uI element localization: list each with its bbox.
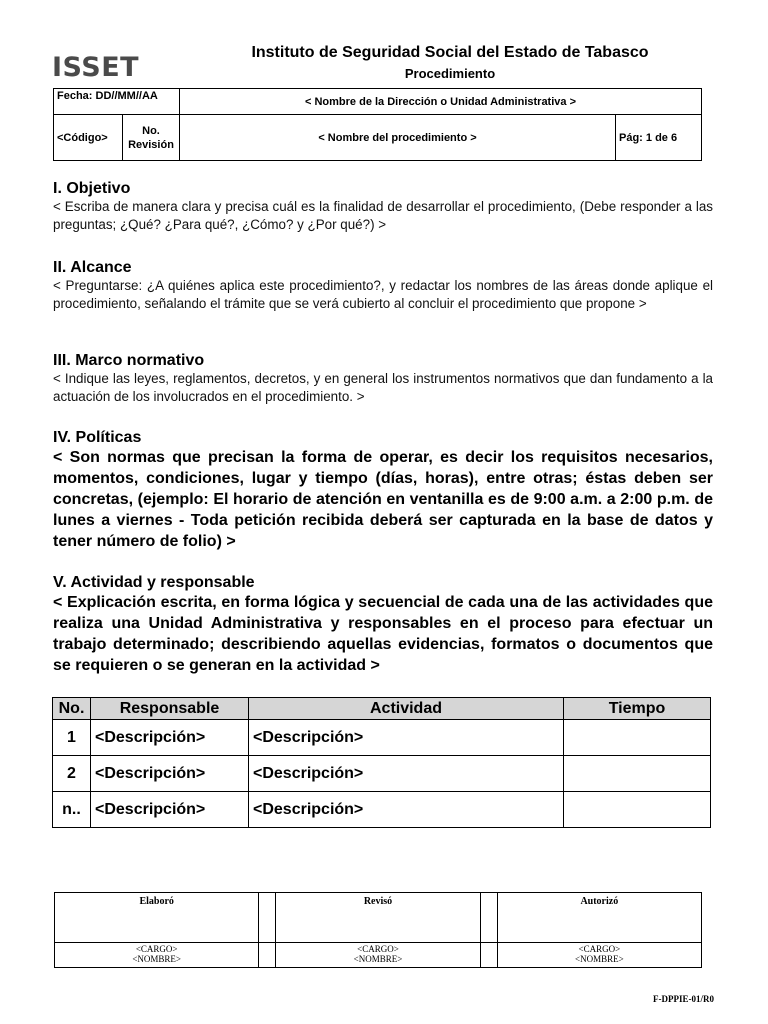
signature-reviso-label: Revisó: [276, 893, 480, 943]
fecha-cell: Fecha: DD//MM//AA: [54, 89, 180, 115]
row-tiempo: [564, 756, 711, 792]
section-body: < Preguntarse: ¿A quiénes aplica este procedimiento?, y redactar los nombres de las áreas donde aplique el procedimiento, señalando el trámite que se verá cubierto al concluir el procedimiento que propone >: [53, 278, 713, 311]
codigo-cell: <Código>: [54, 115, 123, 161]
section-objetivo: [53, 179, 713, 233]
signature-spacer: [480, 943, 497, 968]
signature-cargo: <CARGO>: [357, 944, 399, 954]
signature-nombre: <NOMBRE>: [132, 954, 181, 964]
section-body: < Son normas que precisan la forma de operar, es decir los requisitos necesarios, momentos, condiciones, lugar y tiempo (días, horas), entre otras; éstas deben ser concretas, (ejemplo: El horario de atención en ventanilla es de 9:00 a.m. a 2:00 p.m. de lunes a viernes - Toda petición recibida deberá ser capturada en la base de datos y tener número de folio) >: [53, 449, 713, 550]
row-no: 2: [53, 756, 91, 792]
row-actividad: <Descripción>: [249, 756, 564, 792]
signature-autorizo-info: [497, 943, 701, 968]
signature-spacer: [259, 943, 276, 968]
direccion-cell: < Nombre de la Dirección o Unidad Administrativa >: [180, 89, 702, 115]
row-actividad: <Descripción>: [249, 720, 564, 756]
row-responsable: <Descripción>: [91, 756, 249, 792]
document-subtitle: Procedimiento: [404, 66, 496, 81]
document-title: Instituto de Seguridad Social del Estado de Tabasco: [251, 44, 649, 61]
header-responsable: Responsable: [91, 698, 249, 720]
signature-nombre: <NOMBRE>: [575, 954, 624, 964]
header-actividad: Actividad: [249, 698, 564, 720]
footer-form-code: F-DPPIE-01/R0: [653, 994, 714, 1004]
section-marco-normativo: [53, 351, 713, 405]
table-row: [53, 756, 711, 792]
signature-cargo: <CARGO>: [578, 944, 621, 954]
section-title: V. Actividad y responsable: [53, 574, 255, 591]
row-tiempo: [564, 720, 711, 756]
isset-logo: ISSET: [52, 52, 140, 83]
signatures-table: [54, 892, 702, 968]
procedimiento-cell: < Nombre del procedimiento >: [180, 115, 616, 161]
pagina-cell: Pág: 1 de 6: [616, 115, 702, 161]
row-responsable: <Descripción>: [91, 720, 249, 756]
signature-elaboro-info: [55, 943, 259, 968]
row-actividad: <Descripción>: [249, 792, 564, 828]
signature-spacer: [259, 893, 276, 943]
section-title: IV. Políticas: [53, 429, 142, 446]
row-tiempo: [564, 792, 711, 828]
section-title: III. Marco normativo: [53, 352, 205, 369]
section-title: II. Alcance: [53, 259, 132, 276]
section-politicas: [53, 428, 713, 552]
signature-elaboro-label: Elaboró: [55, 893, 259, 943]
section-alcance: [53, 258, 713, 312]
section-title: I. Objetivo: [53, 180, 131, 197]
section-body: < Explicación escrita, en forma lógica y secuencial de cada una de las actividades que realiza una Unidad Administrativa y responsables en el proceso para efectuar un trabajo determinado; describiendo aquellas evidencias, formatos o documentos que se requieren o se generan en la actividad >: [53, 594, 713, 674]
row-no: n..: [53, 792, 91, 828]
revision-cell: No. Revisión: [123, 115, 180, 161]
signature-reviso-info: [276, 943, 480, 968]
activities-header-row: [53, 698, 711, 720]
table-row: [53, 720, 711, 756]
section-actividad: [53, 573, 713, 676]
header-table: [53, 88, 702, 161]
signature-nombre: <NOMBRE>: [353, 954, 403, 964]
header-no: No.: [53, 698, 91, 720]
signature-autorizo-label: Autorizó: [497, 893, 701, 943]
section-body: < Escriba de manera clara y precisa cuál es la finalidad de desarrollar el procedimiento, (Debe responder a las preguntas; ¿Qué? ¿Para qué?, ¿Cómo? y ¿Por qué?) >: [53, 199, 713, 232]
row-responsable: <Descripción>: [91, 792, 249, 828]
signature-cargo: <CARGO>: [135, 944, 178, 954]
row-no: 1: [53, 720, 91, 756]
header-tiempo: Tiempo: [564, 698, 711, 720]
section-body: < Indique las leyes, reglamentos, decretos, y en general los instrumentos normativos que dan fundamento a la actuación de los involucrados en el procedimiento. >: [53, 371, 713, 404]
activities-table: [52, 697, 711, 828]
signature-spacer: [480, 893, 497, 943]
table-row: [53, 792, 711, 828]
